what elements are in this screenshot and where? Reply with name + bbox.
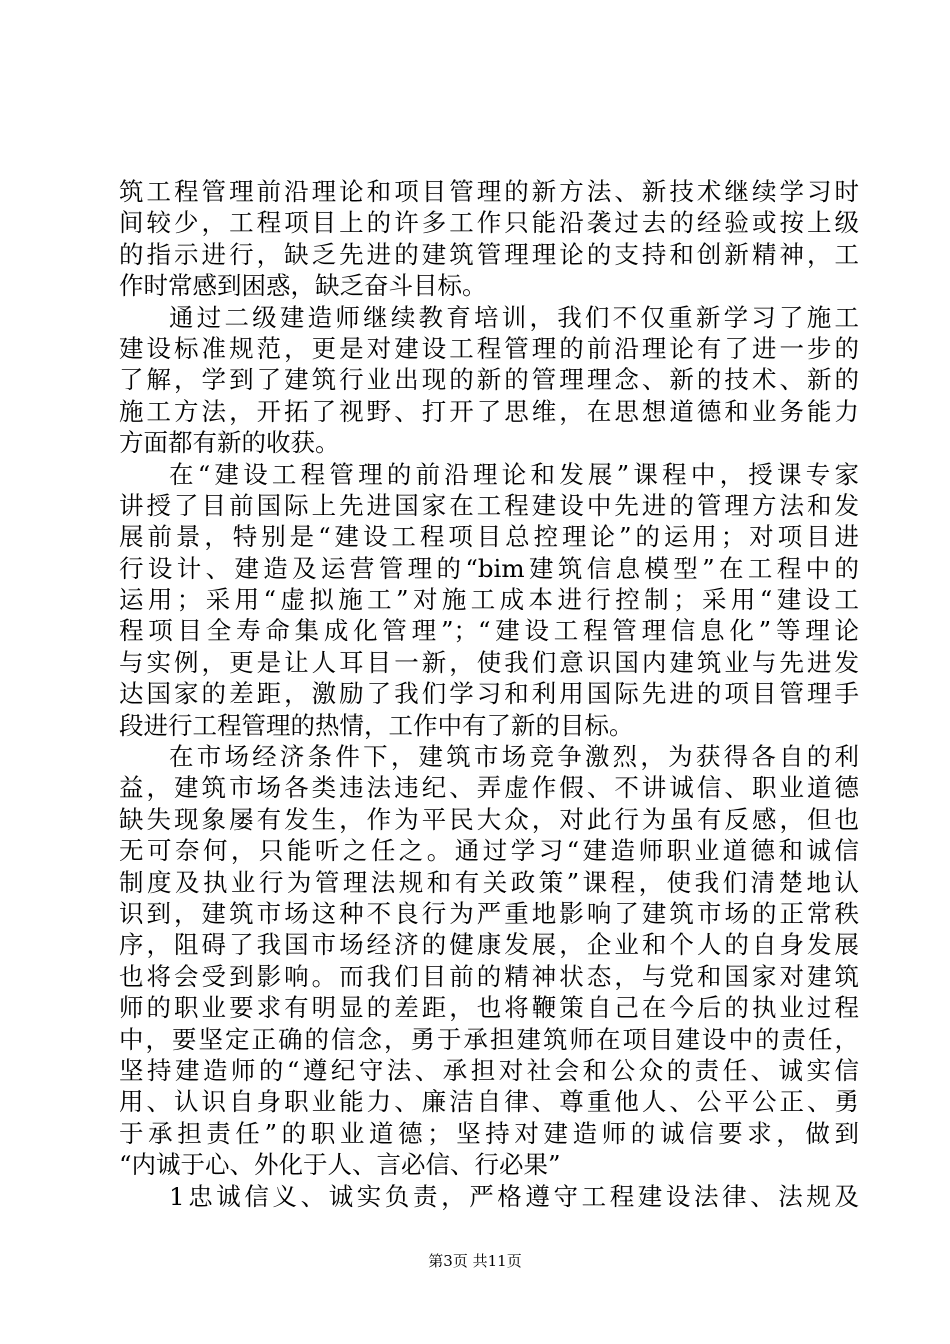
text-line: 师的职业要求有明显的差距，也将鞭策自己在今后的执业过程	[119, 993, 859, 1023]
text-line: 间较少，工程项目上的许多工作只能沿袭过去的经验或按上级	[119, 208, 859, 238]
text-line: 识到，建筑市场这种不良行为严重地影响了建筑市场的正常秩	[119, 898, 859, 928]
text-line: 段进行工程管理的热情，工作中有了新的目标。	[119, 710, 634, 740]
text-line: 于承担责任”的职业道德；坚持对建造师的诚信要求，做到	[119, 1118, 859, 1148]
text-line: 益，建筑市场各类违法违纪、弄虚作假、不讲诚信、职业道德	[119, 773, 859, 803]
text-line: 方面都有新的收获。	[119, 428, 340, 458]
text-line: 中，要坚定正确的信念，勇于承担建筑师在项目建设中的责任，	[119, 1024, 859, 1054]
paragraph	[119, 302, 859, 459]
text-line: 了解，学到了建筑行业出现的新的管理理念、新的技术、新的	[119, 365, 859, 395]
text-line: 达国家的差距，激励了我们学习和利用国际先进的项目管理手	[119, 679, 859, 709]
text-line: 通过二级建造师继续教育培训，我们不仅重新学习了施工	[169, 302, 859, 332]
text-line: 在“建设工程管理的前沿理论和发展”课程中，授课专家	[169, 459, 859, 489]
text-line: 无可奈何，只能听之任之。通过学习“建造师职业道德和诚信	[119, 836, 859, 866]
text-line: 展前景，特别是“建设工程项目总控理论”的运用；对项目进	[119, 522, 859, 552]
text-line: 程项目全寿命集成化管理”；“建设工程管理信息化”等理论	[119, 616, 859, 646]
text-line: 1忠诚信义、诚实负责，严格遵守工程建设法律、法规及	[169, 1181, 859, 1211]
text-line: 在市场经济条件下，建筑市场竞争激烈，为获得各自的利	[169, 742, 859, 772]
text-line: 制度及执业行为管理法规和有关政策”课程，使我们清楚地认	[119, 867, 859, 897]
paragraph	[119, 741, 859, 1180]
document-body	[119, 176, 859, 1212]
text-line: 施工方法，开拓了视野、打开了思维，在思想道德和业务能力	[119, 396, 859, 426]
text-line: 行设计、建造及运营管理的“bim建筑信息模型”在工程中的	[119, 553, 859, 583]
paragraph	[119, 459, 859, 742]
text-line: 坚持建造师的“遵纪守法、承担对社会和公众的责任、诚实信	[119, 1055, 859, 1085]
text-line: 建设标准规范，更是对建设工程管理的前沿理论有了进一步的	[119, 333, 859, 363]
text-line: 也将会受到影响。而我们目前的精神状态，与党和国家对建筑	[119, 961, 859, 991]
text-line: 讲授了目前国际上先进国家在工程建设中先进的管理方法和发	[119, 490, 859, 520]
text-line: 缺失现象屡有发生，作为平民大众，对此行为虽有反感，但也	[119, 804, 859, 834]
page-footer	[0, 1251, 950, 1271]
text-line: 用、认识自身职业能力、廉洁自律、尊重他人、公平公正、勇	[119, 1087, 859, 1117]
text-line: 与实例，更是让人耳目一新，使我们意识国内建筑业与先进发	[119, 647, 859, 677]
paragraph	[119, 1181, 859, 1212]
text-line: 运用；采用“虚拟施工”对施工成本进行控制；采用“建设工	[119, 585, 859, 615]
page-number: 第3页 共11页	[428, 1252, 522, 1270]
text-line: 的指示进行，缺乏先进的建筑管理理论的支持和创新精神，工	[119, 239, 859, 269]
text-line: 筑工程管理前沿理论和项目管理的新方法、新技术继续学习时	[119, 177, 859, 206]
text-line: 作时常感到困惑，缺乏奋斗目标。	[119, 271, 487, 301]
paragraph	[119, 176, 859, 302]
text-line: 序，阻碍了我国市场经济的健康发展，企业和个人的自身发展	[119, 930, 859, 960]
text-line: “内诚于心、外化于人、言必信、行必果”	[119, 1150, 561, 1180]
